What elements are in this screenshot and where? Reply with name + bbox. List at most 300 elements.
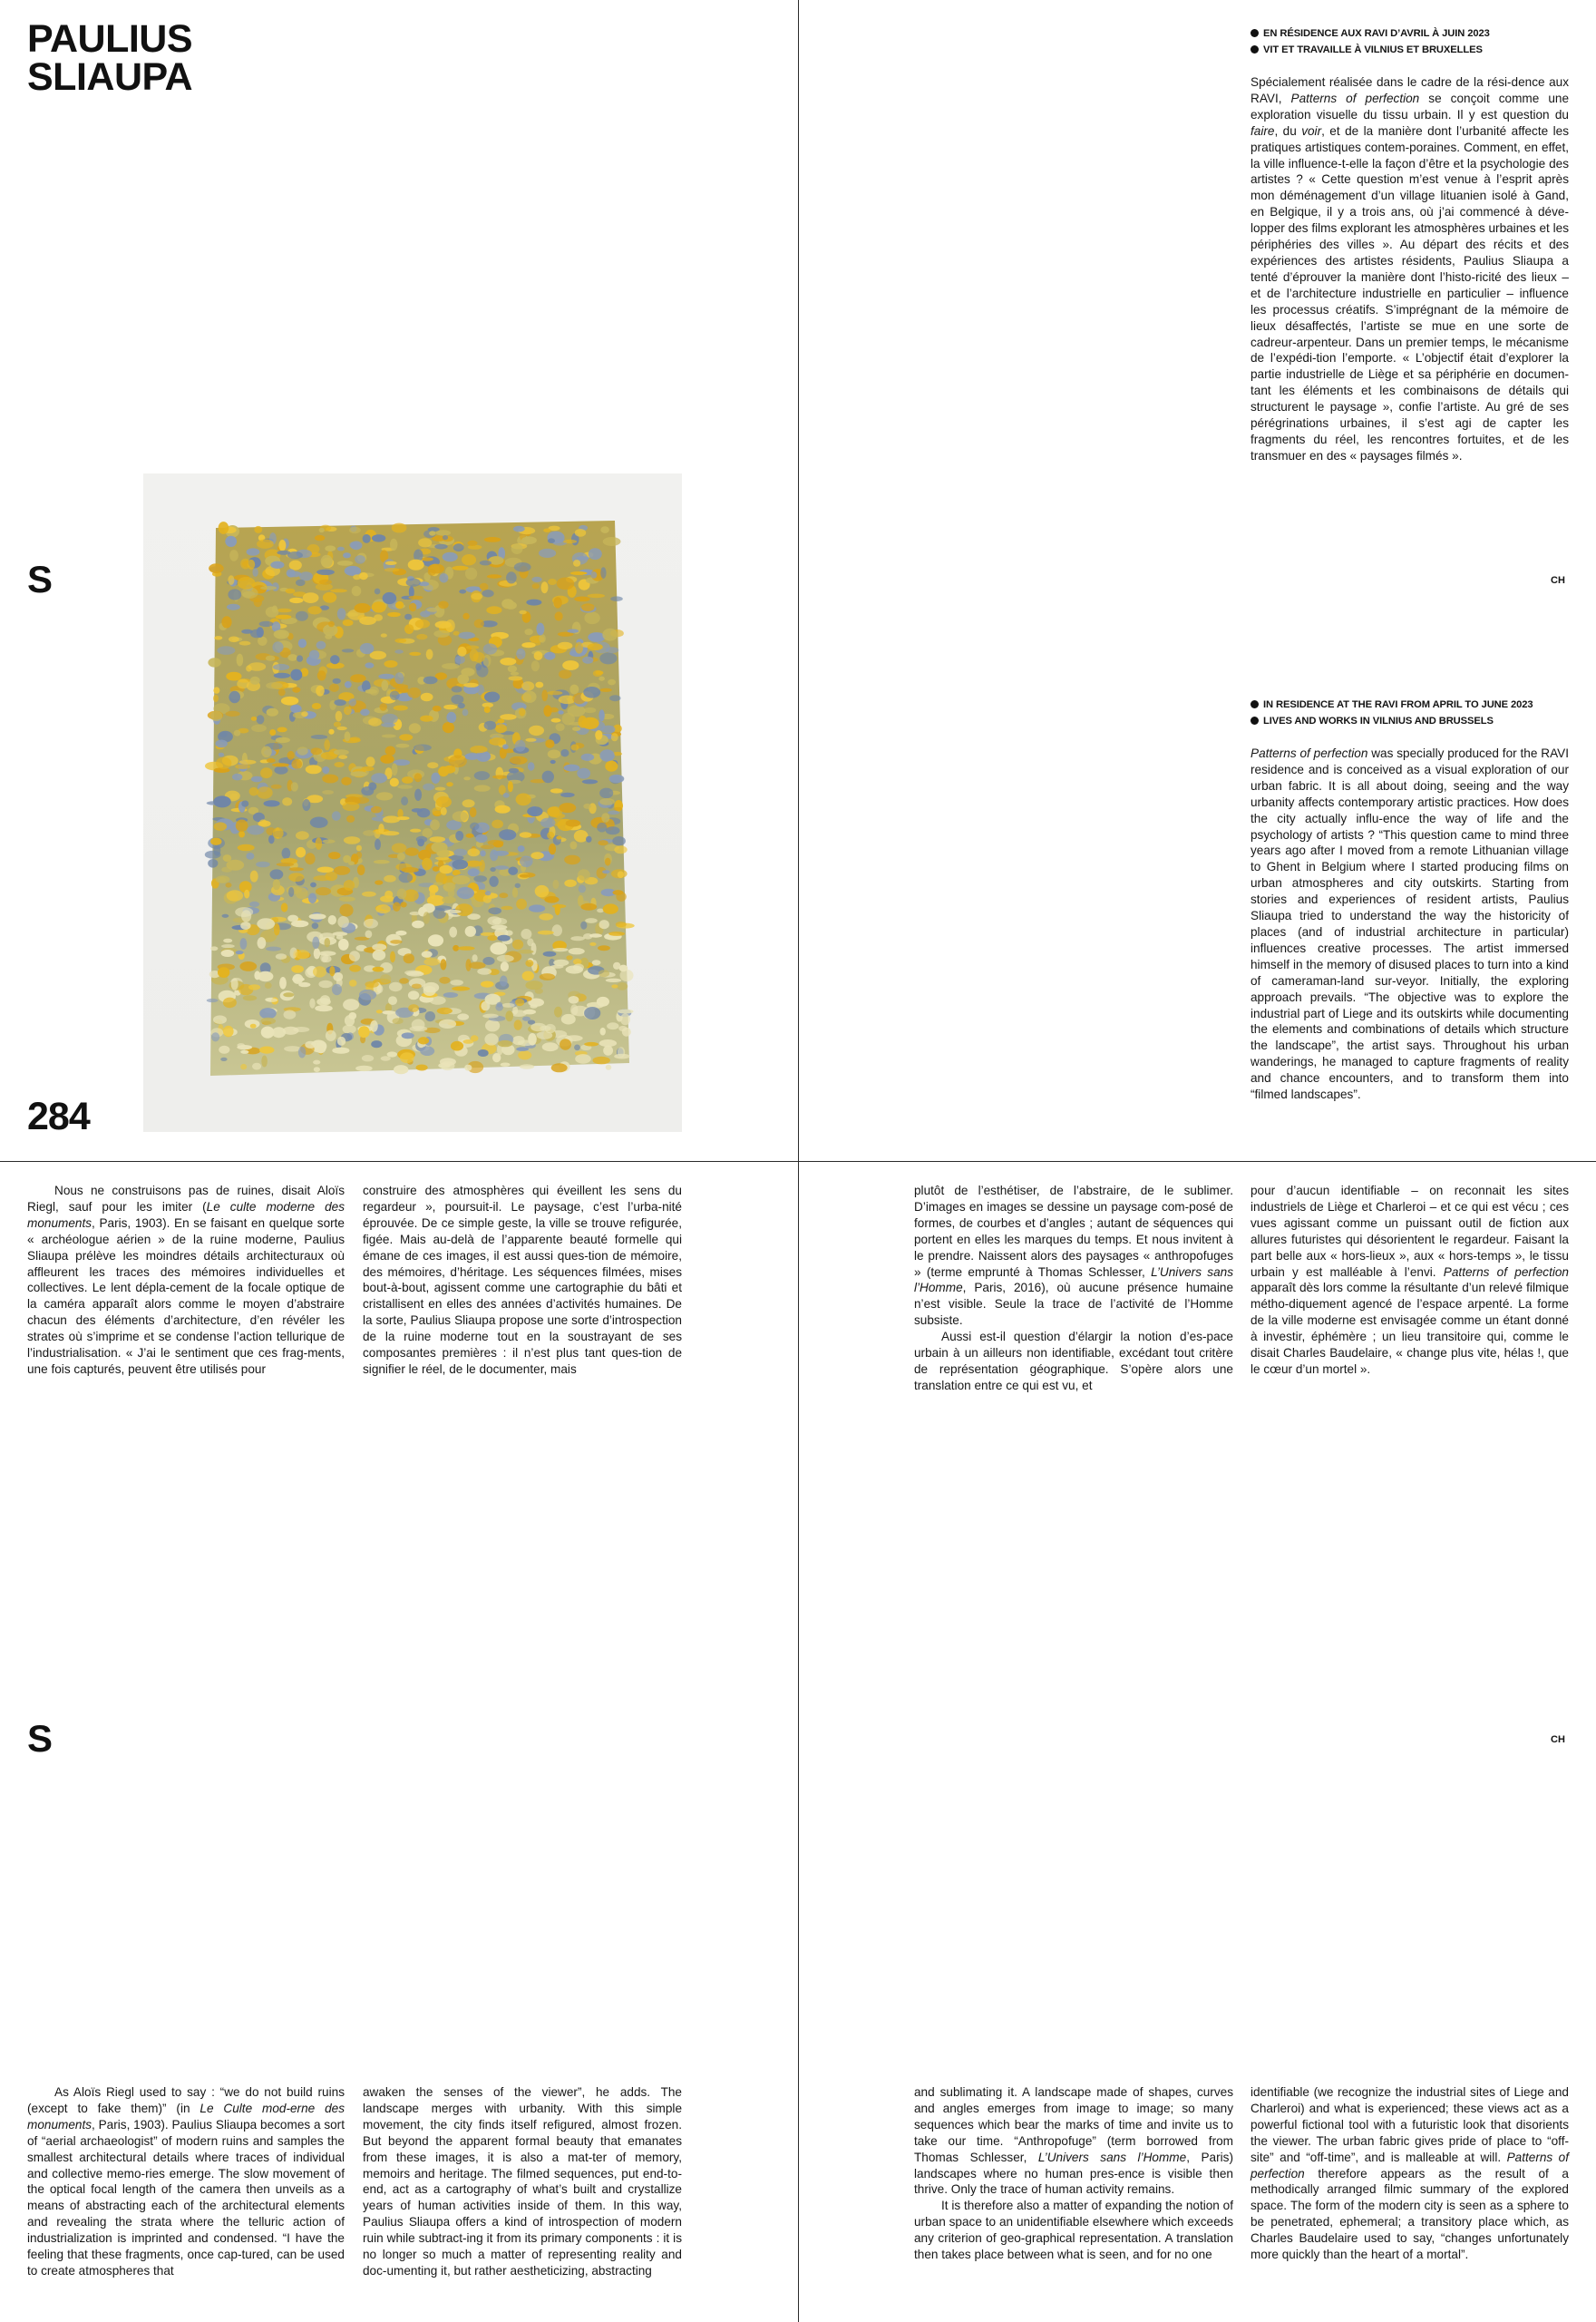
paint-dab xyxy=(603,903,618,913)
paint-dab xyxy=(316,570,335,575)
paint-dab xyxy=(610,596,623,601)
paint-dab xyxy=(365,689,377,694)
paint-dab xyxy=(345,566,361,576)
paint-dab xyxy=(355,555,365,564)
paint-dab xyxy=(450,980,463,985)
paint-dab xyxy=(580,922,587,930)
paint-dab xyxy=(309,913,326,920)
paint-dab xyxy=(221,950,235,957)
paint-dab xyxy=(568,629,579,633)
paint-dab xyxy=(372,601,386,612)
paint-dab xyxy=(531,660,540,671)
paint-dab xyxy=(289,598,303,603)
paint-dab xyxy=(207,999,219,1002)
paint-dab xyxy=(326,872,338,881)
paint-dab xyxy=(453,543,464,551)
horizontal-fold-line xyxy=(0,1161,1596,1162)
paint-dab xyxy=(380,703,387,711)
paint-dab xyxy=(390,539,397,551)
paint-dab xyxy=(352,586,362,596)
paint-dab xyxy=(343,855,351,863)
paint-dab xyxy=(303,592,319,603)
paint-dab xyxy=(362,1055,374,1061)
paint-dab xyxy=(397,889,407,900)
paint-dab xyxy=(437,1008,453,1014)
paint-dab xyxy=(395,744,409,748)
paint-dab xyxy=(515,740,526,752)
paint-dab xyxy=(329,966,335,976)
paint-dab xyxy=(393,902,401,912)
paint-dab xyxy=(483,643,497,654)
paint-dab xyxy=(371,806,382,814)
paint-dab xyxy=(451,1041,463,1051)
paint-dab xyxy=(322,766,329,774)
paint-dab xyxy=(520,856,533,868)
paint-dab xyxy=(440,1058,456,1066)
paint-dab xyxy=(523,1010,536,1015)
paint-dab xyxy=(328,621,335,627)
paint-dab xyxy=(426,608,439,612)
paint-dab xyxy=(241,801,248,807)
paint-dab xyxy=(550,788,563,793)
paint-dab xyxy=(392,844,407,854)
paint-dab xyxy=(459,632,475,639)
paint-dab xyxy=(364,919,378,929)
paint-dab xyxy=(422,858,433,871)
paint-dab xyxy=(477,968,491,975)
paint-dab xyxy=(261,746,272,758)
paint-dab xyxy=(219,753,224,757)
paint-dab xyxy=(217,646,235,655)
paint-dab xyxy=(394,672,404,684)
paint-dab xyxy=(496,1002,502,1008)
paint-dab xyxy=(536,623,544,636)
paint-dab xyxy=(430,819,440,830)
paint-dab xyxy=(485,1020,500,1031)
paint-dab xyxy=(402,1032,414,1039)
paint-dab xyxy=(211,1032,219,1041)
paint-dab xyxy=(333,932,348,936)
paint-dab xyxy=(420,716,433,722)
paint-dab xyxy=(443,552,458,562)
paint-dab xyxy=(463,683,479,688)
paint-dab xyxy=(349,965,361,972)
paint-dab xyxy=(223,939,232,943)
section-letter-bottom: S xyxy=(27,1717,54,1760)
paint-dab xyxy=(501,1003,514,1008)
paint-dab xyxy=(414,789,422,801)
paint-dab xyxy=(530,852,543,859)
paint-dab xyxy=(252,568,258,577)
paint-dab xyxy=(381,723,394,727)
paint-dab xyxy=(453,631,460,636)
paint-dab xyxy=(264,800,280,806)
paint-dab xyxy=(484,707,491,713)
paint-dab xyxy=(298,639,307,648)
paint-dab xyxy=(343,552,351,558)
paint-dab xyxy=(552,880,559,889)
paint-dab xyxy=(334,722,341,727)
paint-dab xyxy=(239,961,257,971)
paint-dab xyxy=(371,773,387,783)
french-bullet-residency: EN RÉSIDENCE AUX RAVI D’AVRIL À JUIN 2023 xyxy=(1251,25,1568,42)
paint-dab xyxy=(584,707,597,713)
paint-dab xyxy=(522,971,534,981)
english-bullet-lives: LIVES AND WORKS IN VILNIUS AND BRUSSELS xyxy=(1251,713,1568,729)
paint-dab xyxy=(312,937,319,950)
paint-dab xyxy=(291,759,302,769)
paint-dab xyxy=(478,1049,489,1057)
paint-dab xyxy=(520,1064,534,1068)
paint-dab xyxy=(425,1011,435,1021)
paint-dab xyxy=(459,590,466,594)
paint-dab xyxy=(213,1015,227,1024)
paint-dab xyxy=(589,942,596,946)
paint-dab xyxy=(390,951,395,963)
paint-dab xyxy=(500,658,516,666)
paint-dab xyxy=(289,561,302,571)
paint-dab xyxy=(371,1040,382,1048)
paint-dab xyxy=(261,1056,268,1068)
paint-dab xyxy=(535,682,543,688)
paint-dab xyxy=(394,639,406,643)
paint-dab xyxy=(433,882,443,885)
paint-dab xyxy=(613,890,624,895)
paint-dab xyxy=(582,779,598,784)
paint-dab xyxy=(544,896,559,903)
paint-dab xyxy=(455,831,463,841)
paint-dab xyxy=(288,887,294,897)
paint-dab xyxy=(482,1014,498,1019)
paint-dab xyxy=(244,890,249,899)
paint-dab xyxy=(221,944,235,948)
paint-dab xyxy=(339,904,353,917)
paint-dab xyxy=(603,1046,613,1056)
paint-dab xyxy=(520,874,530,878)
paint-dab xyxy=(423,986,436,996)
paint-dab xyxy=(343,999,359,1010)
paint-dab xyxy=(584,1042,598,1047)
paint-dab xyxy=(385,561,397,565)
paint-dab xyxy=(350,771,366,776)
paint-dab xyxy=(600,1028,606,1036)
paint-dab xyxy=(480,583,489,590)
paint-dab xyxy=(618,1010,633,1014)
paint-dab xyxy=(468,868,480,876)
paint-dab xyxy=(511,543,523,554)
paint-dab xyxy=(214,636,222,639)
paint-dab xyxy=(222,914,229,918)
paint-dab xyxy=(614,845,627,854)
paint-dab xyxy=(258,937,267,949)
paint-dab xyxy=(409,603,416,612)
paint-dab xyxy=(480,850,485,856)
paint-dab xyxy=(210,711,222,721)
paint-dab xyxy=(328,915,336,925)
paint-dab xyxy=(247,548,260,556)
paint-dab xyxy=(443,722,454,733)
paint-dab xyxy=(384,660,398,668)
french-body-column-1: Nous ne construisons pas de ruines, disait Aloïs Riegl, sauf pour les imiter (Le culte moderne des monuments, Paris, 1903). En se faisant en quelque sorte « archéologue aérien » de la ruine moderne, Paulius Sliaupa prélève les moindres détails architecturaux où affleurent les traces des mémoires individuelles et collectives. Le lent dépla-cement de la focale optique de la caméra apparaît alors comme le moyen d’abstraire chacun des éléments d’architecture, d’en révéler les strates où s’imprime et se condense l’action tellurique de l’industrialisation. « J’ai le sentiment que ces frag-ments, une fois capturés, peuvent être utilisés pour xyxy=(27,1184,345,1376)
paint-dab xyxy=(312,922,319,929)
paint-dab xyxy=(397,785,413,789)
artwork-painting-texture xyxy=(143,473,682,1132)
paint-dab xyxy=(293,1027,309,1032)
paint-dab xyxy=(550,760,556,764)
paint-dab xyxy=(375,880,383,884)
paint-dab xyxy=(473,652,485,662)
paint-dab xyxy=(570,1004,578,1015)
paint-dab xyxy=(384,891,393,899)
paint-dab xyxy=(607,1022,618,1029)
paint-dab xyxy=(601,813,609,823)
paint-dab xyxy=(219,522,229,534)
paint-dab xyxy=(540,818,556,828)
paint-dab xyxy=(223,998,237,1009)
paint-dab xyxy=(268,835,275,844)
paint-dab xyxy=(381,1056,391,1060)
paint-dab xyxy=(492,776,507,779)
paint-dab xyxy=(332,984,342,995)
paint-dab xyxy=(605,858,610,866)
paint-dab xyxy=(209,563,224,573)
paint-dab xyxy=(489,876,498,887)
paint-dab xyxy=(392,523,407,533)
paint-dab xyxy=(356,845,362,852)
paint-dab xyxy=(547,832,554,839)
paint-dab xyxy=(273,879,280,890)
paint-dab xyxy=(521,929,531,940)
language-tag-bottom: CH xyxy=(1551,1734,1565,1745)
paint-dab xyxy=(278,631,287,638)
paint-dab xyxy=(386,934,402,946)
paint-dab xyxy=(612,836,626,845)
paint-dab xyxy=(404,624,414,634)
paint-dab xyxy=(441,807,447,815)
french-residency-info xyxy=(1251,25,1568,58)
paint-dab xyxy=(414,745,432,751)
paint-dab xyxy=(228,575,234,585)
paint-dab xyxy=(531,942,537,955)
paint-dab xyxy=(269,729,276,736)
paint-dab xyxy=(229,691,240,703)
paint-dab xyxy=(239,760,257,765)
paint-dab xyxy=(305,1041,316,1049)
paint-dab xyxy=(617,982,628,990)
paint-dab xyxy=(344,707,352,716)
paint-dab xyxy=(402,776,414,784)
paint-dab xyxy=(433,706,442,712)
paint-dab xyxy=(606,979,622,982)
paint-dab xyxy=(505,1010,513,1021)
paint-dab xyxy=(359,990,376,1000)
paint-dab xyxy=(564,855,580,865)
paint-dab xyxy=(579,884,586,893)
french-body-column-2: construire des atmosphères qui éveillent les sens du regardeur », poursuit-il. Le paysage, c’est l’urba-nité éprouvée. De ce simple geste, la ville se trouve refigurée, figée. Mais au-delà de l’apparente beauté formelle qui émane de ces images, il est aussi ques-tion de mémoire, des mémoires, d’héritage. Les séquences filmées, mises bout-à-bout, agissent comme une cartographie du bâti et cristallisent en elles des années d’activités humaines. De la sorte, Paulius Sliaupa propose une sorte d’introspection de la ruine moderne tout en la soustrayant de ses composantes premières : il n’est plus tant ques-tion de signifier le réel, de le documenter, mais xyxy=(363,1184,682,1376)
paint-dab xyxy=(514,1020,522,1029)
paint-dab xyxy=(448,888,455,897)
paint-dab xyxy=(503,793,510,798)
paint-dab xyxy=(553,597,561,608)
paint-dab xyxy=(577,768,590,779)
paint-dab xyxy=(470,823,479,831)
paint-dab xyxy=(343,620,354,626)
paint-dab xyxy=(360,643,375,654)
paint-dab xyxy=(474,785,491,791)
paint-dab xyxy=(462,613,469,620)
paint-dab xyxy=(545,739,554,747)
paint-dab xyxy=(452,686,462,692)
paint-dab xyxy=(512,887,518,897)
paint-dab xyxy=(482,590,494,597)
paint-dab xyxy=(518,1050,531,1059)
paint-dab xyxy=(452,987,470,991)
paint-dab xyxy=(508,867,518,875)
paint-dab xyxy=(370,1020,378,1032)
paint-dab xyxy=(317,670,326,680)
paint-dab xyxy=(575,529,586,537)
paint-dab xyxy=(376,1010,383,1013)
paint-dab xyxy=(475,834,487,844)
paint-dab xyxy=(250,871,258,883)
paint-dab xyxy=(407,688,421,698)
paint-dab xyxy=(339,896,355,902)
paint-dab xyxy=(580,903,597,911)
paint-dab xyxy=(591,571,598,579)
paint-dab xyxy=(521,681,534,690)
paint-dab xyxy=(298,1047,306,1059)
paint-dab xyxy=(518,1040,534,1047)
paint-dab xyxy=(208,859,218,868)
paint-dab xyxy=(564,765,580,772)
paint-dab xyxy=(385,746,396,756)
paint-dab xyxy=(466,834,474,838)
paint-dab xyxy=(350,674,365,682)
paint-dab xyxy=(516,649,525,660)
paint-dab xyxy=(225,536,237,547)
paint-dab xyxy=(598,677,605,681)
paint-dab xyxy=(597,823,607,833)
paint-dab xyxy=(436,796,452,808)
paint-dab xyxy=(455,656,465,664)
paint-dab xyxy=(408,990,419,1000)
paint-dab xyxy=(380,755,394,764)
paint-dab xyxy=(257,715,265,724)
paint-dab xyxy=(442,663,460,669)
paint-dab xyxy=(315,1005,333,1011)
paint-dab xyxy=(291,672,301,678)
paint-dab xyxy=(365,756,375,766)
paint-dab xyxy=(581,603,595,611)
paint-dab xyxy=(349,951,360,961)
paint-dab xyxy=(588,643,603,650)
paint-dab xyxy=(363,534,371,543)
paint-dab xyxy=(226,672,241,681)
paint-dab xyxy=(282,848,291,859)
paint-dab xyxy=(543,529,550,532)
paint-dab xyxy=(362,766,375,771)
paint-dab xyxy=(592,960,601,965)
paint-dab xyxy=(453,566,469,571)
paint-dab xyxy=(560,1039,571,1049)
paint-dab xyxy=(214,822,227,831)
paint-dab xyxy=(266,656,275,661)
paint-dab xyxy=(498,718,505,723)
paint-dab xyxy=(516,794,531,806)
paint-dab xyxy=(462,554,476,565)
paint-dab xyxy=(387,612,401,617)
paint-dab xyxy=(250,1024,257,1029)
paint-dab xyxy=(616,922,627,927)
paint-dab xyxy=(277,551,290,555)
paint-dab xyxy=(298,982,310,987)
paint-dab xyxy=(311,735,327,739)
paint-dab xyxy=(552,924,562,936)
paint-dab xyxy=(501,961,509,971)
paint-dab xyxy=(284,1010,297,1020)
paint-dab xyxy=(473,875,487,882)
paint-dab xyxy=(316,837,323,850)
paint-dab xyxy=(272,606,277,613)
paint-dab xyxy=(382,831,399,835)
paint-dab xyxy=(475,663,482,670)
paint-dab xyxy=(440,959,446,970)
paint-dab xyxy=(428,934,443,946)
paint-dab xyxy=(609,695,620,701)
paint-dab xyxy=(274,766,287,775)
paint-dab xyxy=(569,841,577,849)
paint-dab xyxy=(276,737,290,743)
paint-dab xyxy=(529,726,544,736)
paint-dab xyxy=(399,978,409,984)
paint-dab xyxy=(569,996,579,1004)
paint-dab xyxy=(358,1026,370,1038)
paint-dab xyxy=(297,655,303,661)
paint-dab xyxy=(323,592,336,603)
paint-dab xyxy=(248,984,260,990)
paint-dab xyxy=(267,758,276,763)
paint-dab xyxy=(501,1063,511,1067)
paint-dab xyxy=(240,922,250,930)
paint-dab xyxy=(555,611,563,620)
paint-dab xyxy=(480,561,491,566)
paint-dab xyxy=(530,1004,537,1009)
paint-dab xyxy=(232,774,242,781)
paint-dab xyxy=(384,875,396,883)
paint-dab xyxy=(337,561,354,566)
paint-dab xyxy=(521,536,537,544)
section-letter-top: S xyxy=(27,558,54,600)
paint-dab xyxy=(342,649,354,652)
paint-dab xyxy=(317,867,334,873)
paint-dab xyxy=(522,1017,530,1021)
paint-dab xyxy=(416,836,427,843)
paint-dab xyxy=(404,614,412,620)
paint-dab xyxy=(282,797,292,805)
paint-dab xyxy=(490,850,498,862)
paint-dab xyxy=(553,960,569,966)
paint-dab xyxy=(548,750,561,759)
paint-dab xyxy=(338,755,347,759)
paint-dab xyxy=(449,927,457,938)
paint-dab xyxy=(393,1018,404,1024)
paint-dab xyxy=(334,762,344,767)
paint-dab xyxy=(287,915,298,922)
paint-dab xyxy=(256,862,270,868)
artist-first-name: PAULIUS xyxy=(27,17,193,61)
paint-dab xyxy=(382,714,398,725)
paint-dab xyxy=(273,664,289,670)
